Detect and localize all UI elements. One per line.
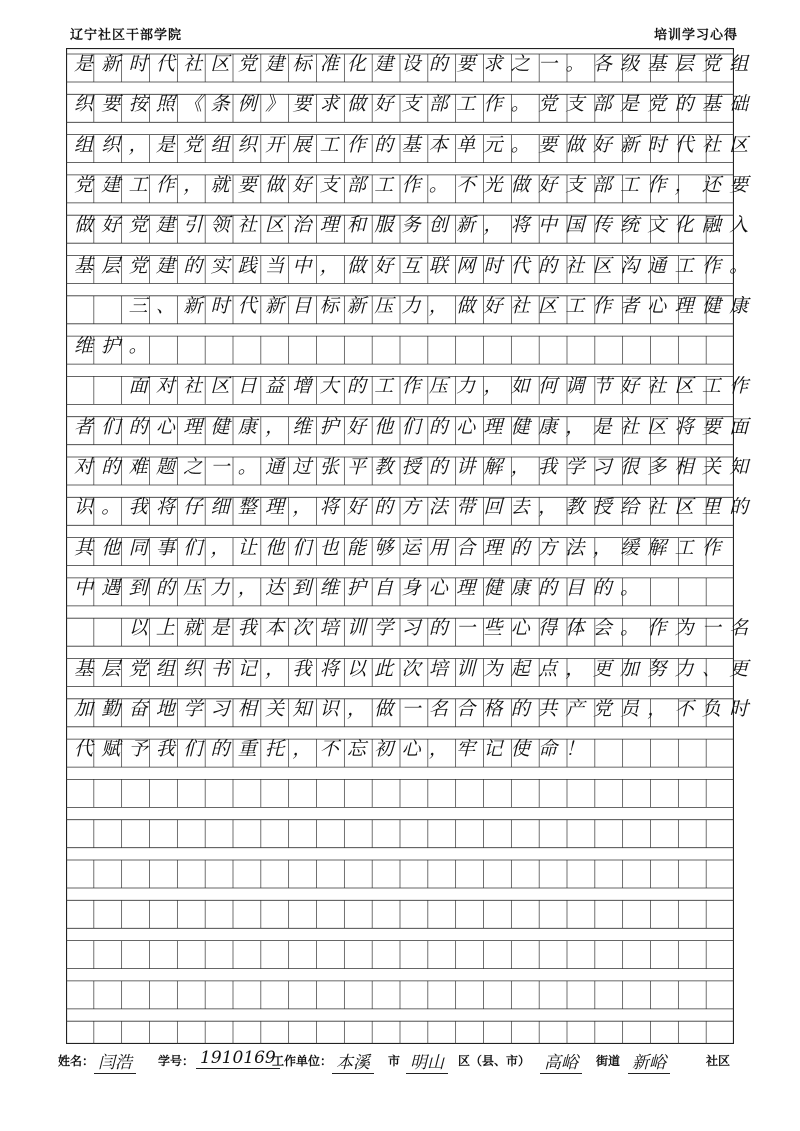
- essay-line: 对的难题之一。通过张平教授的讲解，我学习很多相关知: [74, 456, 757, 478]
- page-header: [0, 24, 800, 46]
- signature-line: [58, 1048, 746, 1074]
- essay-line: 维护。: [74, 335, 156, 358]
- grid-paper: [66, 48, 757, 1044]
- district-label: 区（县、市）: [458, 1054, 531, 1068]
- street-value: 高峪: [540, 1048, 582, 1074]
- community-label: 社区: [706, 1054, 731, 1068]
- essay-line: 其他同事们，让他们也能够运用合理的方法，缓解工作: [74, 536, 730, 559]
- essay-line: 三、新时代新目标新压力，做好社区工作者心理健康: [74, 294, 757, 317]
- community-value: 新峪: [628, 1048, 670, 1074]
- name-value: 闫浩: [94, 1048, 136, 1074]
- city-value: 本溪: [332, 1048, 374, 1074]
- essay-line: 以上就是我本次培训学习的一些心得体会。作为一名: [74, 617, 757, 640]
- district-value: 明山: [406, 1048, 448, 1074]
- essay-line: 织要按照《条例》要求做好支部工作。党支部是党的基础: [74, 93, 757, 116]
- essay-line: 代赋予我们的重托，不忘初心，牢记使命！: [74, 738, 593, 761]
- essay-line: 基层党组织书记，我将以此次培训为起点，更加努力、更: [74, 657, 757, 680]
- student-id-label: 学号：: [158, 1054, 195, 1068]
- essay-line: 识。我将仔细整理，将好的方法带回去，教授给社区里的: [74, 496, 757, 519]
- essay-line: 中遇到的压力，达到维护自身心理健康的目的。: [74, 576, 648, 599]
- essay-line: 加勤奋地学习相关知识，做一名合格的共产党员，不负时: [74, 697, 757, 720]
- essay-line: 党建工作，就要做好支部工作。不光做好支部工作，还要: [74, 173, 757, 196]
- street-label: 街道: [596, 1054, 621, 1068]
- student-id-value: 1910169: [196, 1048, 280, 1069]
- name-label: 姓名：: [58, 1054, 95, 1068]
- essay-line: 组织，是党组织开展工作的基本单元。要做好新时代社区: [74, 133, 757, 156]
- essay-line: 基层党建的实践当中，做好互联网时代的社区沟通工作。: [74, 254, 757, 277]
- essay-line: 做好党建引领社区治理和服务创新，将中国传统文化融入: [74, 214, 757, 237]
- essay-line: 面对社区日益增大的工作压力，如何调节好社区工作: [74, 375, 757, 398]
- essay-line: 是新时代社区党建标准化建设的要求之一。各级基层党组: [74, 53, 757, 75]
- document-title: 培训学习心得: [653, 28, 738, 43]
- institution-name: 辽宁社区干部学院: [70, 28, 183, 43]
- essay-line: 者们的心理健康，维护好他们的心理健康，是社区将要面: [74, 415, 757, 438]
- work-unit-label: 工作单位：: [272, 1054, 333, 1068]
- city-label: 市: [388, 1054, 401, 1068]
